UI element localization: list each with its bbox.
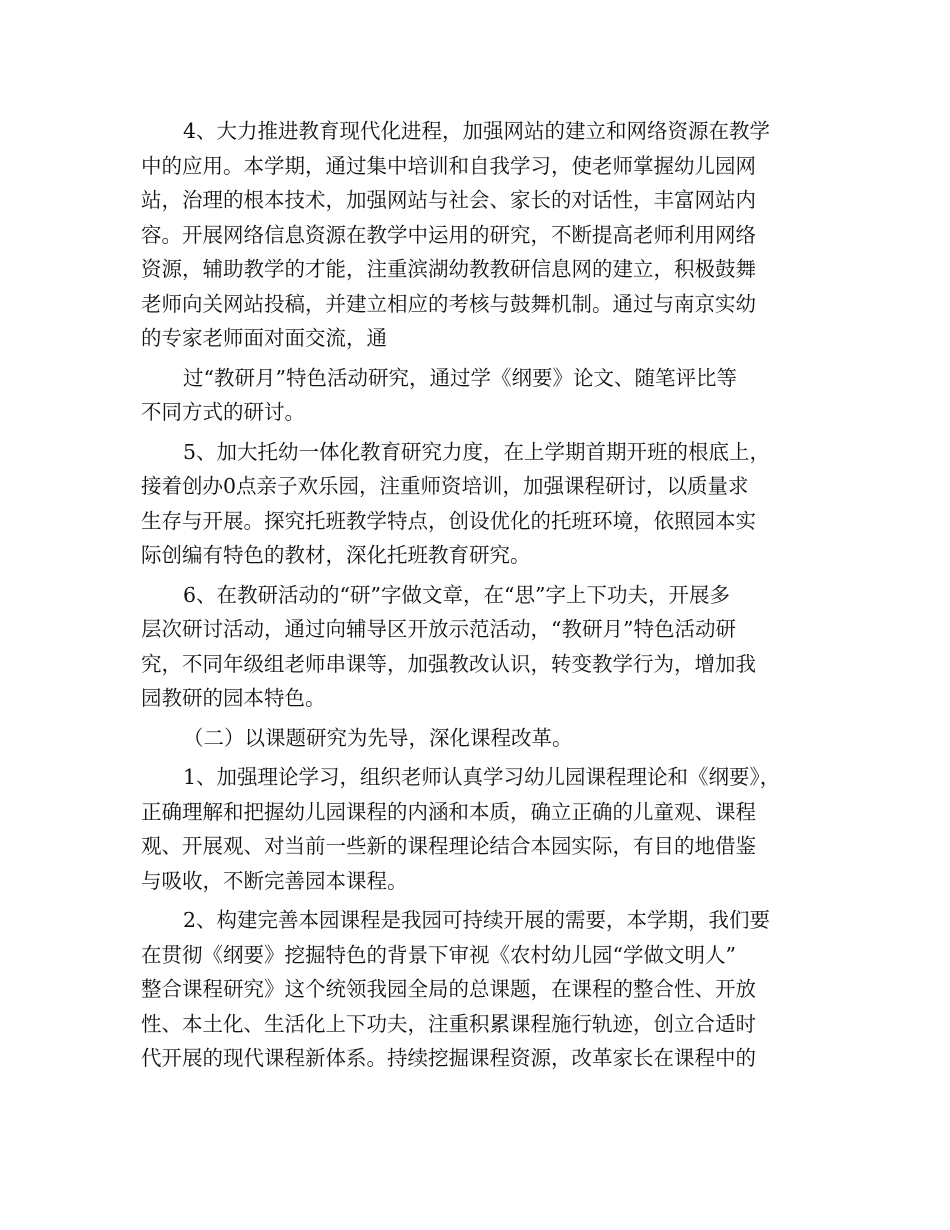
text-line: 整合课程研究》这个统领我园全局的总课题，在课程的整合性、开放 [141,977,756,1001]
text-line: 过“教研月”特色活动研究，通过学《纲要》论文、随笔评比等 [183,365,737,390]
text-line: 1、加强理论学习，组织老师认真学习幼儿园课程理论和《纲要》， [183,765,781,789]
text-line: 不同方式的研讨。 [141,400,305,424]
text-line: 老师向关网站投稿，并建立相应的考核与鼓舞机制。通过与南京实幼 [141,291,756,316]
text-line: 中的应用。本学期，通过集中培训和自我学习，使老师掌握幼儿园网 [141,153,756,178]
text-line: 4、大力推进教育现代化进程，加强网站的建立和网络资源在教学 [183,119,771,143]
text-line: 站，治理的根本技术，加强网站与社会、家长的对话性，丰富网站内 [141,188,756,212]
paragraph-4 [141,114,809,356]
text-line: 正确理解和把握幼儿园课程的内涵和本质，确立正确的儿童观、课程 [141,799,756,824]
text-line: 际创编有特色的教材，深化托班教育研究。 [141,543,531,567]
paragraph-5 [141,435,809,573]
text-line: 与吸收，不断完善园本课程。 [141,868,408,893]
text-line: 的专家老师面对面交流，通 [141,326,387,350]
paragraph-6 [141,578,809,716]
text-line: 性、本土化、生活化上下功夫，注重积累课程施行轨迹，创立合适时 [141,1011,756,1036]
text-line: 2、构建完善本园课程是我园可持续开展的需要，本学期，我们要 [183,908,771,932]
text-line: 6、在教研活动的“研”字做文章，在“思”字上下功夫，开展多 [183,582,730,607]
text-line: 层次研讨活动，通过向辅导区开放示范活动，“教研月”特色活动研 [141,617,736,641]
text-line: 代开展的现代课程新体系。持续挖掘课程资源，改革家长在课程中的 [141,1046,756,1070]
text-line: 容。开展网络信息资源在教学中运用的研究，不断提高老师利用网络 [141,222,756,247]
paragraph-continuation [141,361,809,430]
paragraph-1 [141,760,809,898]
text-line: 究，不同年级组老师串课等，加强教改认识，转变教学行为，增加我 [141,651,756,676]
paragraph-2 [141,903,809,1076]
text-line: 观、开展观、对当前一些新的课程理论结合本园实际，有目的地借鉴 [141,834,756,858]
text-line: 在贯彻《纲要》挖掘特色的背景下审视《农村幼儿园“学做文明人” [141,942,736,967]
text-line: 5、加大托幼一体化教育研究力度，在上学期首期开班的根底上， [183,439,771,464]
text-line: 接着创办0点亲子欢乐园，注重师资培训，加强课程研讨，以质量求 [141,474,749,498]
section-heading [141,721,809,756]
document-body [141,114,809,1076]
text-line: 园教研的园本特色。 [141,686,326,710]
text-line: 生存与开展。探究托班教学特点，创设优化的托班环境，依照园本实 [141,508,756,533]
text-line: 资源，辅助教学的才能，注重滨湖幼教教研信息网的建立，积极鼓舞 [141,257,756,281]
section-heading-text: （二）以课题研究为先导，深化课程改革。 [183,725,573,750]
